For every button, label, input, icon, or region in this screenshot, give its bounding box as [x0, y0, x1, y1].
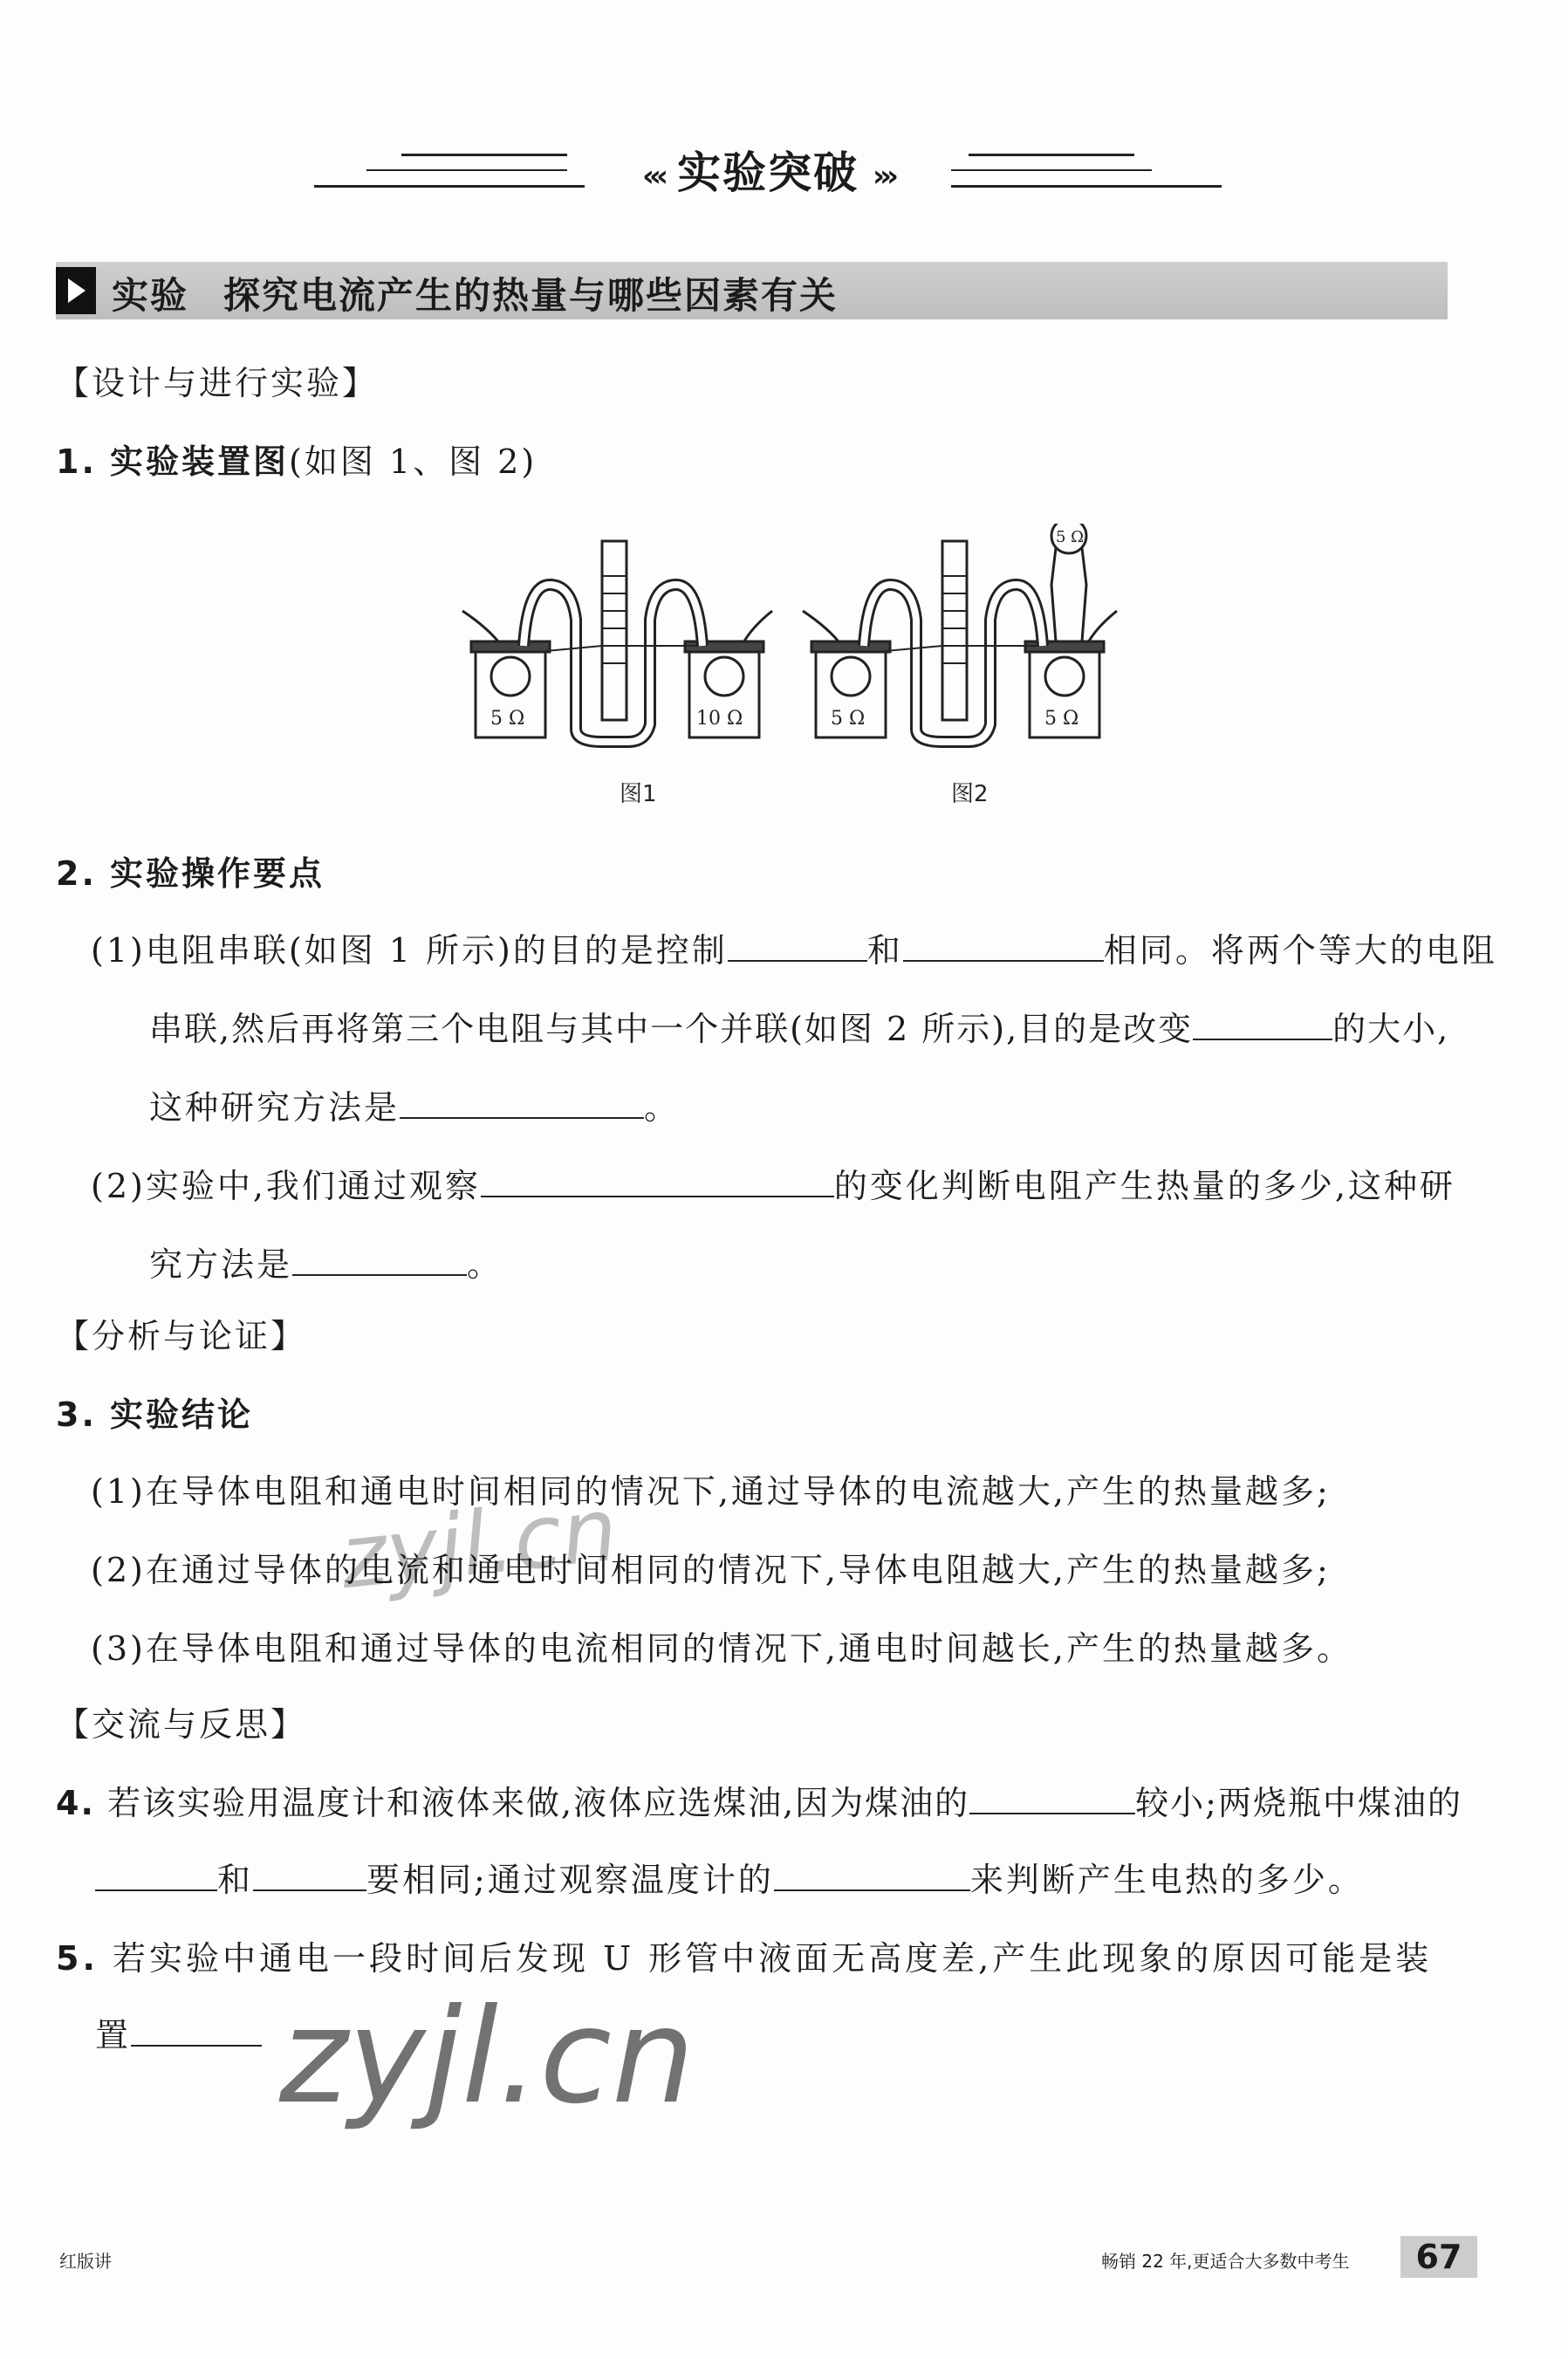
p2-text-c: 究方法是	[149, 1245, 293, 1284]
right-chevrons: ›››	[873, 158, 894, 194]
analysis-heading: 【分析与论证】	[56, 1317, 307, 1355]
section-title-text: 探究电流产生的热量与哪些因素有关	[223, 274, 839, 317]
p1-line1	[91, 923, 1497, 971]
p2-text-b: 的变化判断电阻产生热量的多少,这种研	[833, 1167, 1456, 1205]
section-label: 实验	[112, 274, 189, 317]
fig2-left-resistor-label: 5 Ω	[831, 708, 866, 730]
lid	[471, 641, 550, 652]
p2-line1	[91, 1159, 1455, 1207]
answer-blank[interactable]	[481, 1166, 834, 1197]
answer-blank[interactable]	[292, 1245, 467, 1276]
q4-text-b: 较小;两烧瓶中煤油的	[1135, 1784, 1462, 1822]
fig1-right-resistor-label: 10 Ω	[696, 708, 743, 730]
resistor-coil	[1045, 657, 1084, 696]
item1	[56, 435, 537, 483]
item2-title-line	[56, 847, 325, 895]
q4-text-a: 若该实验用温度计和液体来做,液体应选煤油,因为煤油的	[106, 1784, 970, 1822]
p2-line2	[149, 1238, 503, 1286]
p2-text-a: (2)实验中,我们通过观察	[91, 1167, 481, 1205]
q4-text-c: 和	[217, 1861, 254, 1899]
conclusion-1: (1)在导体电阻和通电时间相同的情况下,通过导体的电流越大,产生的热量越多;	[91, 1472, 1331, 1511]
analysis-block	[56, 1309, 1487, 1676]
item2-block	[56, 847, 1497, 1292]
p2-text-d: 。	[467, 1245, 503, 1284]
p1-text-a: (1)电阻串联(如图 1 所示)的目的是控制	[91, 931, 728, 970]
resistor-coil	[832, 657, 870, 696]
header-title-text: 实验突破	[677, 147, 859, 198]
resistor-coil	[705, 657, 743, 696]
fig1-left-resistor-label: 5 Ω	[490, 708, 525, 730]
item2-title: 实验操作要点	[109, 854, 325, 893]
p1-text-d: 串联,然后再将第三个电阻与其中一个并联(如图 2 所示),目的是改变	[149, 1010, 1194, 1048]
item2-num: 2.	[56, 854, 97, 893]
q4-text-e: 来判断产生电热的多少。	[969, 1861, 1364, 1899]
parallel-wire	[1051, 548, 1086, 641]
left-chevrons: ‹‹‹	[641, 158, 663, 194]
item1-num: 1.	[56, 442, 97, 481]
answer-blank[interactable]	[774, 1860, 970, 1891]
item3-title-line	[56, 1388, 253, 1436]
p1-text-b: 和	[866, 931, 903, 970]
reflection-block	[56, 1697, 1487, 2064]
scale-board	[942, 541, 967, 720]
p1-text-e: 的大小,	[1332, 1010, 1450, 1048]
q5-line1	[56, 1931, 1432, 1979]
item3-title: 实验结论	[109, 1396, 253, 1434]
fig1-caption: 图1	[620, 781, 657, 807]
footer-left: 红版讲	[59, 2251, 112, 2272]
play-icon	[56, 267, 96, 314]
p1-text-c: 相同。将两个等大的电阻	[1103, 931, 1497, 970]
answer-blank[interactable]	[969, 1783, 1135, 1814]
page-number: 67	[1400, 2236, 1477, 2278]
answer-blank[interactable]	[1193, 1009, 1332, 1040]
reflection-heading: 【交流与反思】	[56, 1705, 307, 1744]
q4-text-d: 要相同;通过观察温度计的	[366, 1861, 774, 1899]
conclusion-3: (3)在导体电阻和通过导体的电流相同的情况下,通电时间越长,产生的热量越多。	[91, 1629, 1352, 1668]
fig2-right-resistor-label: 5 Ω	[1044, 708, 1079, 730]
fig2-extra-resistor-label: 5 Ω	[1056, 528, 1085, 546]
fig2-caption: 图2	[951, 781, 989, 807]
answer-blank[interactable]	[400, 1087, 644, 1119]
q4-line2	[95, 1853, 1364, 1901]
section-title	[112, 267, 838, 319]
q5-line2	[95, 2008, 262, 2056]
q4-num: 4.	[56, 1784, 95, 1822]
footer-right: 畅销 22 年,更适合大多数中考生	[1101, 2251, 1350, 2272]
scale-board	[602, 541, 627, 720]
resistor-coil	[491, 657, 530, 696]
watermark: zyjl.cn	[279, 1981, 695, 2133]
answer-blank[interactable]	[95, 1860, 217, 1891]
design-heading: 【设计与进行实验】	[56, 364, 379, 402]
item1-title: 实验装置图	[109, 442, 289, 481]
answer-blank[interactable]	[728, 930, 867, 962]
q4-line1	[56, 1776, 1462, 1824]
p1-line2	[149, 1002, 1449, 1050]
item1-note: (如图 1、图 2)	[289, 442, 538, 481]
q5-text-a: 若实验中通电一段时间后发现 U 形管中液面无高度差,产生此现象的原因可能是装	[112, 1939, 1433, 1978]
p1-text-f: 这种研究方法是	[149, 1088, 401, 1127]
conclusion-2: (2)在通过导体的电流和通电时间相同的情况下,导体电阻越大,产生的热量越多;	[91, 1551, 1331, 1589]
p1-text-g: 。	[644, 1088, 681, 1127]
answer-blank[interactable]	[253, 1860, 366, 1891]
q5-text-b: 置	[95, 2016, 132, 2054]
answer-blank[interactable]	[131, 2015, 262, 2047]
watermark: zyjl.cn	[335, 1478, 622, 1609]
item3-num: 3.	[56, 1396, 97, 1434]
answer-blank[interactable]	[903, 930, 1104, 962]
apparatus-figure	[445, 524, 1126, 820]
header-title	[314, 138, 1222, 201]
page-header	[314, 122, 1222, 218]
p1-line3	[149, 1080, 680, 1128]
q5-num: 5.	[56, 1939, 99, 1978]
lid	[811, 641, 890, 652]
